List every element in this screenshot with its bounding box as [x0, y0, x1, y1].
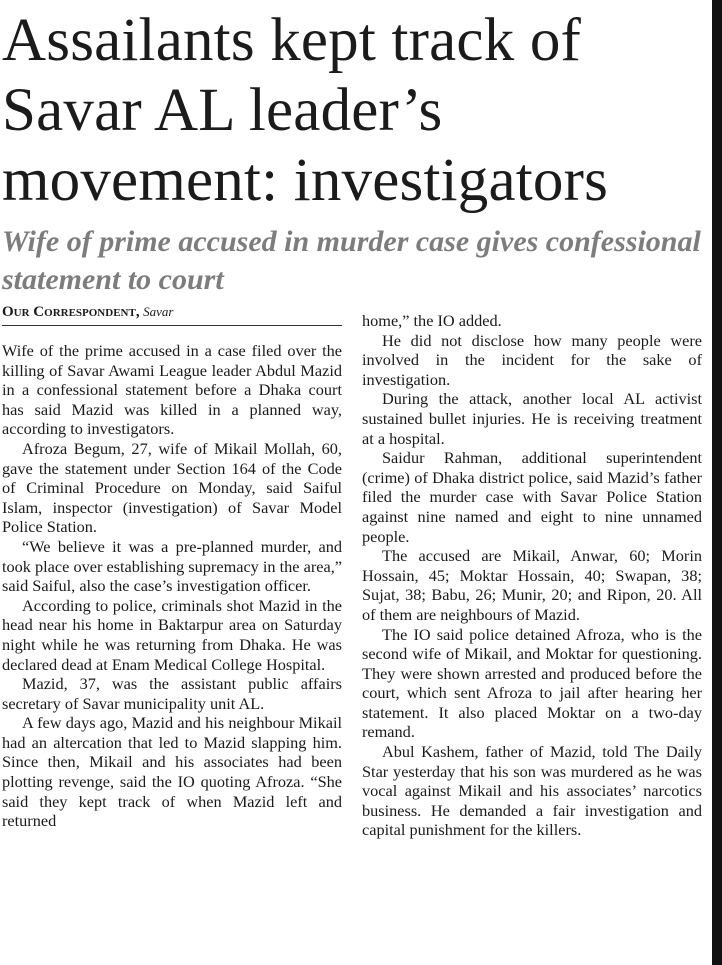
- article-column-1: [2, 341, 342, 831]
- paragraph: Wife of the prime accused in a case filed over the killing of Savar Awami League leader Abdul Mazid in a confessional statement before a Dhaka court has said Mazid was killed in a planned way, according to investigators.: [2, 341, 342, 439]
- paragraph: home,” the IO added.: [362, 311, 502, 330]
- article-subheadline: Wife of prime accused in murder case gives confessional statement to court: [2, 225, 701, 296]
- paragraph: He did not disclose how many people were involved in the incident for the sake of investigation.: [362, 330, 702, 389]
- paragraph: A few days ago, Mazid and his neighbour Mikail had an altercation that led to Mazid slapping him. Since then, Mikail and his associates had been plotting revenge, said the IO quoting Afroza. “She said they kept track of when Mazid left and returned: [2, 713, 342, 831]
- paragraph: According to police, criminals shot Mazid in the head near his home in Baktarpur area on Saturday night while he was returning from Dhaka. He was declared dead at Enam Medical College Hospital.: [2, 595, 342, 674]
- paragraph: The accused are Mikail, Anwar, 60; Morin Hossain, 45; Moktar Hossain, 40; Swapan, 38; Sujat, 38; Babu, 26; Munir, 20; and Ripon, 20. All of them are neighbours of Mazid.: [362, 546, 702, 624]
- byline-place: Savar: [143, 304, 174, 319]
- paragraph: The IO said police detained Afroza, who is the second wife of Mikail, and Moktar for questioning. They were shown arrested and produced before the court, which sent Afroza to jail after hearing her statement. It also placed Moktar on a two-day remand.: [362, 624, 702, 742]
- paragraph: During the attack, another local AL activist sustained bullet injuries. He is receiving treatment at a hospital.: [362, 389, 702, 448]
- paragraph: “We believe it was a pre-planned murder, and took place over establishing supremacy in the area,” said Saiful, also the case’s investigation officer.: [2, 536, 342, 596]
- paragraph: Afroza Begum, 27, wife of Mikail Mollah, 60, gave the statement under Section 164 of the Code of Criminal Procedure on Monday, said Saiful Islam, inspector (investigation) of Savar Model Police Station.: [2, 438, 342, 537]
- scan-edge-shadow: [712, 0, 722, 965]
- article-column-2: [362, 311, 702, 840]
- paragraph: Mazid, 37, was the assistant public affairs secretary of Savar municipality unit AL.: [2, 674, 342, 713]
- byline-author: Our Correspondent,: [2, 304, 140, 320]
- byline-divider: [2, 325, 342, 326]
- paragraph: Saidur Rahman, additional superintendent (crime) of Dhaka district police, said Mazid’s father filed the murder case with Savar Police Station against nine named and eight to nine unnamed people.: [362, 448, 702, 546]
- paragraph: Abul Kashem, father of Mazid, told The Daily Star yesterday that his son was murdered as he was vocal against Mikail and his associates’ narcotics business. He demanded a fair investigation and capital punishment for the killers.: [362, 742, 702, 840]
- article-headline: Assailants kept track of Savar AL leader’s movement: investigators: [2, 7, 609, 214]
- byline: [2, 303, 342, 322]
